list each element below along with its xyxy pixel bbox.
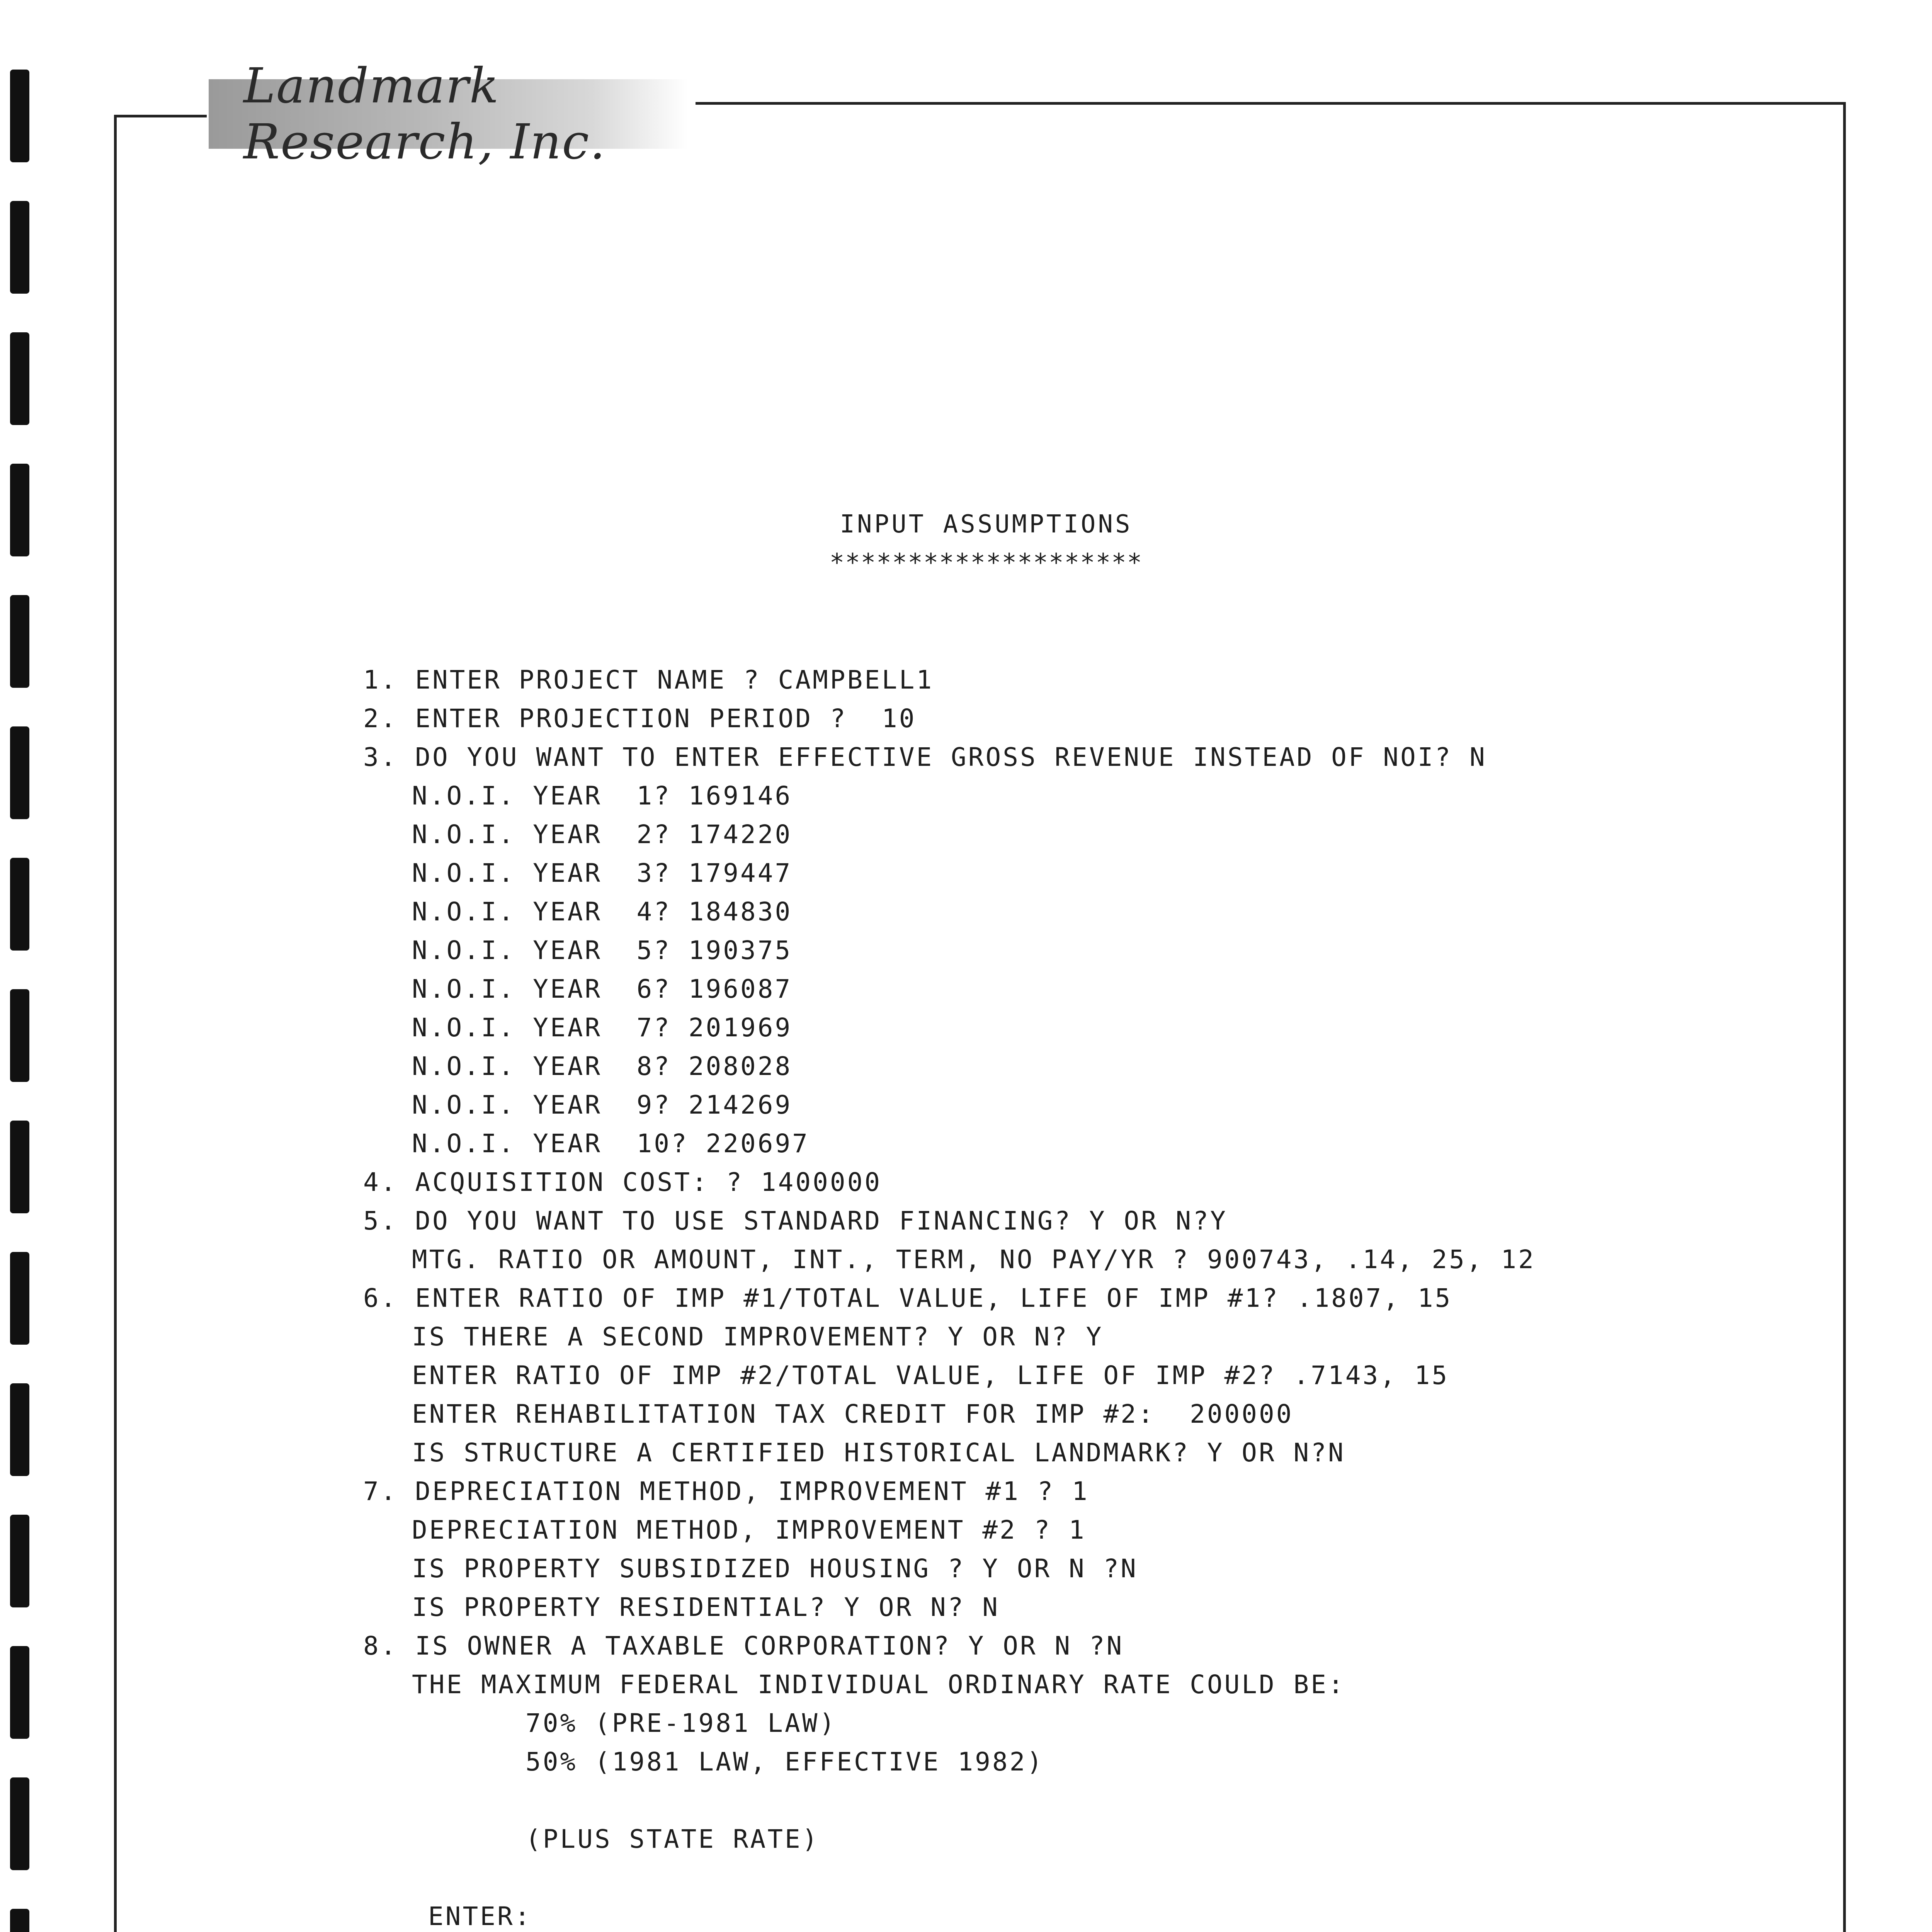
perforation-hole bbox=[10, 989, 29, 1082]
listing-line bbox=[363, 1781, 1870, 1820]
listing-line: 7. DEPRECIATION METHOD, IMPROVEMENT #1 ? 1 bbox=[363, 1476, 1089, 1506]
perforation-hole bbox=[10, 1909, 29, 1932]
listing-line: N.O.I. YEAR 8? 208028 bbox=[412, 1051, 793, 1081]
perforation-hole bbox=[10, 1646, 29, 1739]
listing-line: IS THERE A SECOND IMPROVEMENT? Y OR N? Y bbox=[412, 1322, 1104, 1352]
listing-line: DEPRECIATION METHOD, IMPROVEMENT #2 ? 1 bbox=[412, 1515, 1086, 1545]
listing-line: ENTER REHABILITATION TAX CREDIT FOR IMP #2: 200000 bbox=[412, 1399, 1294, 1429]
listing-line bbox=[363, 1859, 1870, 1897]
listing-line: N.O.I. YEAR 1? 169146 bbox=[412, 781, 793, 811]
perforation-hole bbox=[10, 1383, 29, 1476]
listing-line: 2. ENTER PROJECTION PERIOD ? 10 bbox=[363, 704, 917, 733]
listing-line: N.O.I. YEAR 7? 201969 bbox=[412, 1013, 793, 1043]
listing-line: 50% (1981 LAW, EFFECTIVE 1982) bbox=[526, 1747, 1044, 1777]
listing-line: 6. ENTER RATIO OF IMP #1/TOTAL VALUE, LIFE OF IMP #1? .1807, 15 bbox=[363, 1283, 1452, 1313]
listing-line: N.O.I. YEAR 2? 174220 bbox=[412, 820, 793, 849]
listing-line: ENTER: bbox=[428, 1901, 532, 1931]
perforation-hole bbox=[10, 1515, 29, 1607]
perforation-hole bbox=[10, 70, 29, 162]
perforation-hole bbox=[10, 595, 29, 688]
listing-line: 5. DO YOU WANT TO USE STANDARD FINANCING? Y OR N?Y bbox=[363, 1206, 1228, 1236]
frame-top-left bbox=[114, 115, 207, 117]
perforation-hole bbox=[10, 332, 29, 425]
listing-line: N.O.I. YEAR 5? 190375 bbox=[412, 935, 793, 965]
frame-left bbox=[114, 115, 117, 1932]
listing-line: 4. ACQUISITION COST: ? 1400000 bbox=[363, 1167, 882, 1197]
listing-line: IS PROPERTY SUBSIDIZED HOUSING ? Y OR N ?N bbox=[412, 1554, 1138, 1583]
perforation-hole bbox=[10, 1252, 29, 1345]
listing-line: 70% (PRE-1981 LAW) bbox=[526, 1708, 837, 1738]
company-logo bbox=[209, 58, 688, 170]
listing-line: MTG. RATIO OR AMOUNT, INT., TERM, NO PAY/YR ? 900743, .14, 25, 12 bbox=[412, 1245, 1536, 1274]
frame-top-right bbox=[696, 102, 1845, 105]
listing-line: IS PROPERTY RESIDENTIAL? Y OR N? N bbox=[412, 1592, 1000, 1622]
listing-line: N.O.I. YEAR 4? 184830 bbox=[412, 897, 793, 927]
listing-line: N.O.I. YEAR 3? 179447 bbox=[412, 858, 793, 888]
listing-line: IS STRUCTURE A CERTIFIED HISTORICAL LANDMARK? Y OR N?N bbox=[412, 1438, 1345, 1468]
listing-line: N.O.I. YEAR 9? 214269 bbox=[412, 1090, 793, 1120]
listing-line: 8. IS OWNER A TAXABLE CORPORATION? Y OR N ?N bbox=[363, 1631, 1124, 1661]
perforation-hole bbox=[10, 1777, 29, 1870]
perforation-hole bbox=[10, 726, 29, 819]
logo-text: Landmark Research, Inc. bbox=[243, 58, 606, 170]
listing-line: 1. ENTER PROJECT NAME ? CAMPBELL1 bbox=[363, 665, 934, 695]
listing-line: 3. DO YOU WANT TO ENTER EFFECTIVE GROSS REVENUE INSTEAD OF NOI? N bbox=[363, 742, 1487, 772]
listing-line: ENTER RATIO OF IMP #2/TOTAL VALUE, LIFE OF IMP #2? .7143, 15 bbox=[412, 1361, 1449, 1390]
listing-line: N.O.I. YEAR 10? 220697 bbox=[412, 1129, 810, 1158]
perforation-strip bbox=[0, 0, 77, 1932]
perforation-hole bbox=[10, 1121, 29, 1213]
perforation-hole bbox=[10, 201, 29, 294]
input-listing bbox=[363, 661, 1870, 1932]
page-title: INPUT ASSUMPTIONS bbox=[840, 510, 1133, 539]
listing-line: THE MAXIMUM FEDERAL INDIVIDUAL ORDINARY RATE COULD BE: bbox=[412, 1670, 1345, 1699]
perforation-hole bbox=[10, 858, 29, 951]
listing-line: N.O.I. YEAR 6? 196087 bbox=[412, 974, 793, 1004]
listing-line: (PLUS STATE RATE) bbox=[526, 1824, 820, 1854]
title-underline: ******************** bbox=[829, 549, 1143, 577]
